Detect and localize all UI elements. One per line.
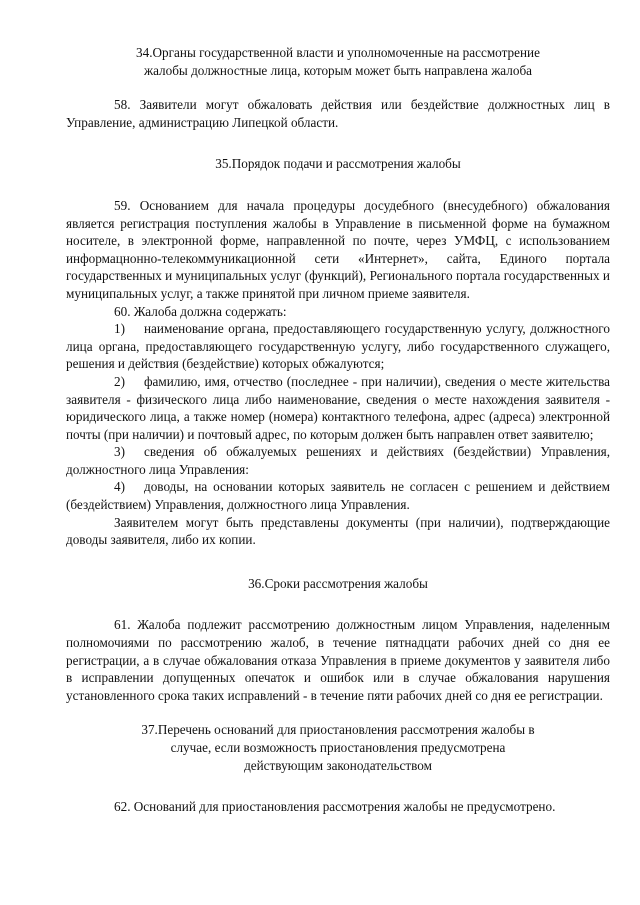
list-item: [66, 478, 610, 513]
list-item: [66, 373, 610, 443]
paragraph-59: 59. Основанием для начала процедуры досудебного (внесудебного) обжалования является регистрация поступления жалобы в Управление в письменной форме на бумажном носителе, в электронной форме, направленной по почте, через УМФЦ, с использованием информацнонно-телекоммуникационной сети «Интернет», сайта, Единого портала государственных и муниципальных услуг (функций), Регионального портала государственных и муниципальных услуг, а также принятой при личном приеме заявителя.: [66, 197, 610, 301]
paragraph-62: 62. Оснований для приостановления рассмотрения жалобы не предусмотрено.: [114, 799, 556, 815]
section-35-heading: 35.Порядок подачи и рассмотрения жалобы: [215, 156, 461, 172]
section-36-heading: 36.Сроки рассмотрения жалобы: [248, 575, 428, 591]
section-37-heading: [66, 721, 610, 774]
list-item-text: доводы, на основании которых заявитель не согласен с решением и действием (бездействием) Управления, должностного лица Управления.: [66, 479, 610, 513]
list-item-number: 4): [114, 479, 125, 495]
list-item-number: 3): [114, 444, 125, 460]
document-page: [66, 44, 610, 816]
heading-line: действующим законодательством: [244, 757, 432, 773]
list-item-number: 2): [114, 373, 125, 389]
list-item: [66, 320, 610, 373]
paragraph-60: 60. Жалоба должна содержать:: [114, 303, 287, 319]
paragraph-60-tail: Заявителем могут быть представлены документы (при наличии), подтверждающие доводы заявителя, либо их копии.: [66, 514, 610, 548]
heading-line: жалобы должностные лица, которым может быть направлена жалоба: [143, 62, 533, 78]
section-34-heading: [66, 44, 610, 79]
list-item: [66, 443, 610, 478]
heading-line: случае, если возможность приостановления предусмотрена: [170, 740, 506, 755]
list-item-number: 1): [114, 321, 125, 337]
heading-line: 37.Перечень оснований для приостановления рассмотрения жалобы в: [141, 722, 535, 738]
paragraph-58: 58. Заявители могут обжаловать действия или бездействие должностных лиц в Управление, администрацию Липецкой области.: [66, 97, 610, 130]
heading-line: 34.Органы государственной власти и уполномоченные на рассмотрение: [136, 45, 540, 60]
paragraph-61: 61. Жалоба подлежит рассмотрению должностным лицом Управления, наделенным полномочиями по рассмотрению жалоб, в течение пятнадцати рабочих дней со дня ее регистрации, а в случае обжалования отказа Управления в приеме документов у заявителя либо в исправлении допущенных опечаток и ошибок или в случае обжалования нарушения установленного срока таких исправлений - в течение пяти рабочих дней со дня ее регистрации.: [66, 617, 610, 703]
list-item-text: наименование органа, предоставляющего государственную услугу, должностного лица органа, предоставляющего государственную услугу, либо государственного служащего, решения и действия (бездействие) которых обжалуются;: [66, 321, 610, 372]
list-item-text: сведения об обжалуемых решениях и действиях (бездействии) Управления, должностного лица Управления:: [66, 444, 610, 477]
list-item-text: фамилию, имя, отчество (последнее - при наличии), сведения о месте жительства заявителя - физического лица либо наименование, сведения о месте нахождения заявителя - юридического лица, а также номер (номера) контактного телефона, адрес (адреса) электронной почты (при наличии) и почтовый адрес, по которым должен быть направлен ответ заявителю;: [66, 373, 610, 442]
